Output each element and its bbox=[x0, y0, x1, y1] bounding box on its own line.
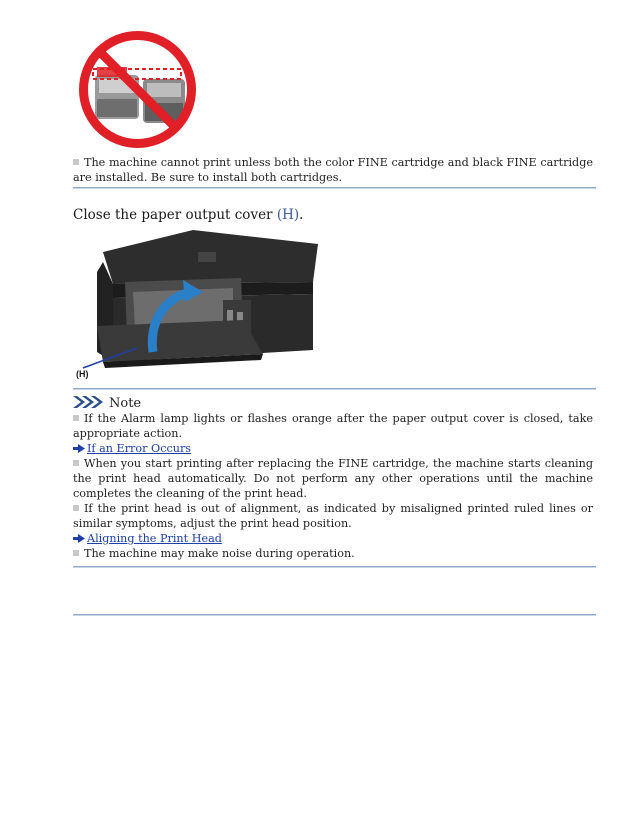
bullet-icon bbox=[73, 159, 79, 165]
printer-figure bbox=[73, 222, 323, 382]
step-heading: Close the paper output cover (H). bbox=[73, 207, 304, 223]
error-link-row bbox=[73, 441, 593, 456]
arrow-right-icon bbox=[73, 534, 85, 543]
note-item: If the Alarm lamp lights or flashes orange after the paper output cover is closed, take appropriate action. bbox=[73, 412, 593, 440]
bullet-icon bbox=[73, 550, 79, 556]
warning-text: The machine cannot print unless both the color FINE cartridge and black FINE cartridge are installed. Be sure to install both cartridges. bbox=[73, 156, 593, 184]
note-item: The machine may make noise during operation. bbox=[73, 546, 593, 561]
divider bbox=[73, 614, 596, 616]
if-an-error-occurs-link[interactable]: If an Error Occurs bbox=[87, 442, 192, 455]
divider bbox=[73, 388, 596, 390]
note-body bbox=[73, 411, 593, 561]
note-item: When you start printing after replacing the FINE cartridge, the machine starts cleaning the print head automatically. Do not perform any other operations until the machine completes the cleaning of the print head. bbox=[73, 457, 593, 500]
note-header: Note bbox=[73, 396, 141, 411]
divider bbox=[73, 187, 596, 189]
prohibited-cartridge-image bbox=[75, 27, 200, 152]
arrow-right-icon bbox=[73, 444, 85, 453]
figure-label: (H) bbox=[76, 369, 89, 379]
divider bbox=[73, 566, 596, 568]
note-icon bbox=[73, 396, 103, 408]
bullet-icon bbox=[73, 415, 79, 421]
bullet-icon bbox=[73, 460, 79, 466]
bullet-icon bbox=[73, 505, 79, 511]
aligning-the-print-head-link[interactable]: Aligning the Print Head bbox=[87, 532, 222, 545]
align-link-row bbox=[73, 531, 593, 546]
note-item: If the print head is out of alignment, as indicated by misaligned printed ruled lines or similar symptoms, adjust the print head position. bbox=[73, 502, 593, 530]
